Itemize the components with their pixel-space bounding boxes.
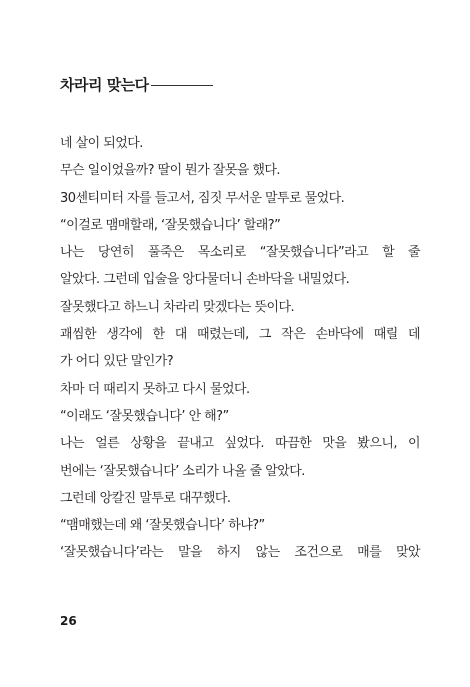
text-line: ‘잘못했습니다’라는 말을 하지 않는 조건으로 매를 맞았 xyxy=(60,545,420,561)
text-line: 차마 더 때리지 못하고 다시 물었다. xyxy=(60,381,250,397)
text-line: 그런데 앙칼진 말투로 대꾸했다. xyxy=(60,490,231,506)
text-line: “맴매했는데 왜 ‘잘못했습니다’ 하냐?” xyxy=(60,518,265,534)
page-number: 26 xyxy=(60,614,77,628)
text-line: 번에는 ‘잘못했습니다’ 소리가 나올 줄 알았다. xyxy=(60,463,305,479)
text-line: 나는 당연히 풀죽은 목소리로 “잘못했습니다”라고 할 줄 xyxy=(60,245,420,261)
section-heading xyxy=(60,74,213,95)
section-title: 차라리 맞는다 xyxy=(60,76,149,94)
text-line: “이걸로 맴매할래, ‘잘못했습니다’ 할래?” xyxy=(60,217,281,233)
text-line: 괘씸한 생각에 한 대 때렸는데, 그 작은 손바닥에 때릴 데 xyxy=(60,327,420,343)
text-line: 알았다. 그런데 입술을 앙다물더니 손바닥을 내밀었다. xyxy=(60,272,350,288)
text-line: 나는 얼른 상황을 끝내고 싶었다. 따끔한 맛을 봤으니, 이 xyxy=(60,436,420,452)
heading-rule-divider xyxy=(151,85,213,86)
text-line: “이래도 ‘잘못했습니다’ 안 해?” xyxy=(60,408,229,424)
text-line: 네 살이 되었다. xyxy=(60,136,143,151)
text-line: 무슨 일이었을까? 딸이 뭔가 잘못을 했다. xyxy=(60,163,280,179)
text-line: 30센티미터 자를 들고서, 짐짓 무서운 말투로 물었다. xyxy=(60,190,345,206)
text-line: 잘못했다고 하느니 차라리 맞겠다는 뜻이다. xyxy=(60,299,295,315)
body-text xyxy=(60,130,420,567)
text-line: 가 어디 있단 말인가? xyxy=(60,354,174,370)
